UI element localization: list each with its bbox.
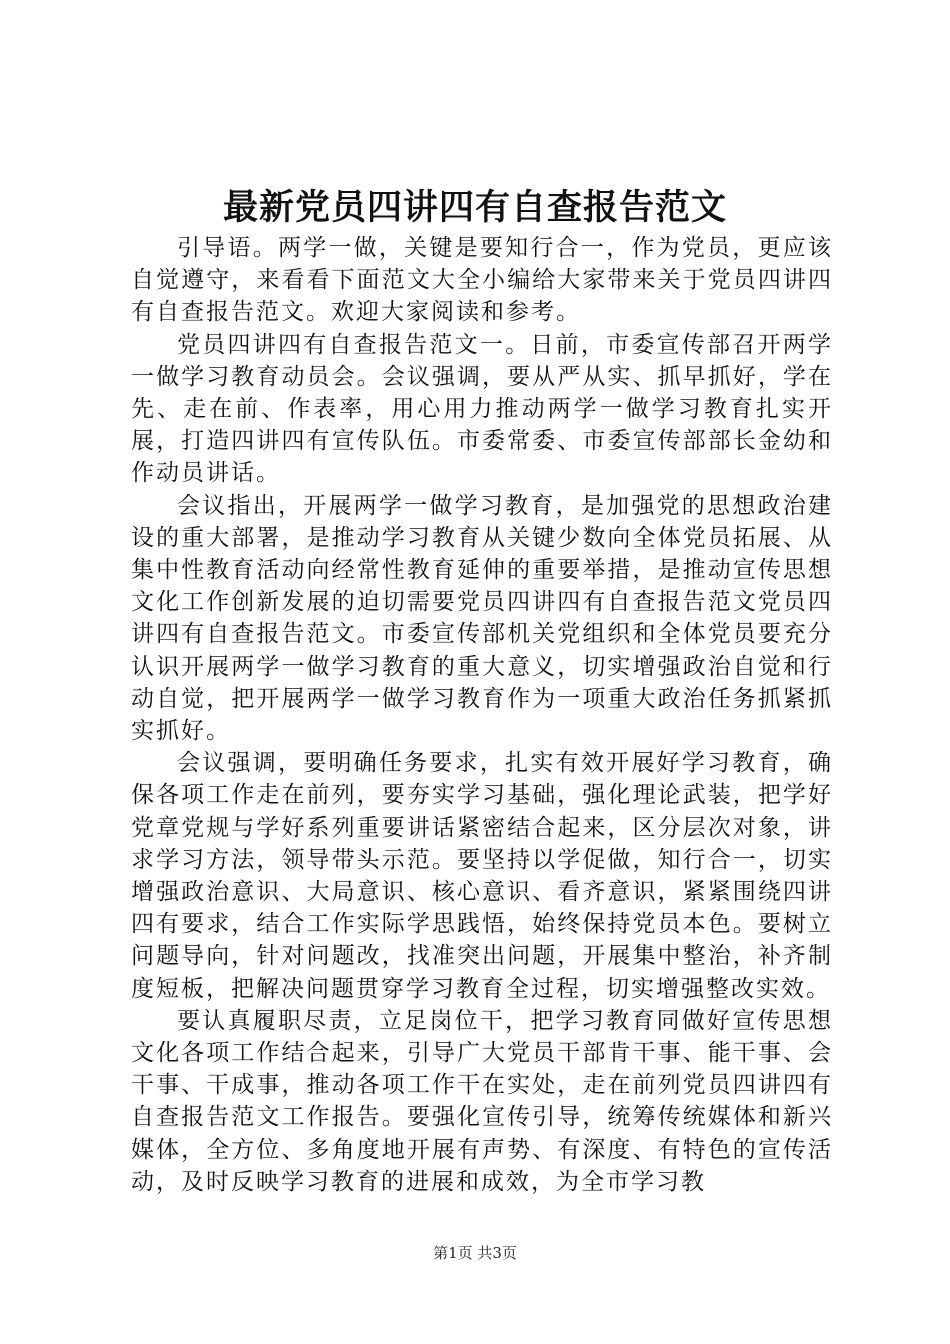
document-body	[131, 232, 833, 1198]
paragraph-2: 会议指出，开展两学一做学习教育，是加强党的思想政治建设的重大部署，是推动学习教育从关键少数向全体党员拓展、从集中性教育活动向经常性教育延伸的重要举措，是推动宣传思想文化工作创新发展的迫切需要党员四讲四有自查报告范文党员四讲四有自查报告范文。市委宣传部机关党组织和全体党员要充分认识开展两学一做学习教育的重大意义，切实增强政治自觉和行动自觉，把开展两学一做学习教育作为一项重大政治任务抓紧抓实抓好。	[131, 492, 833, 745]
paragraph-3: 会议强调，要明确任务要求，扎实有效开展好学习教育，确保各项工作走在前列，要夯实学习基础，强化理论武装，把学好党章党规与学好系列重要讲话紧密结合起来，区分层次对象，讲求学习方法，领导带头示范。要坚持以学促做，知行合一，切实增强政治意识、大局意识、核心意识、看齐意识，紧紧围绕四讲四有要求，结合工作实际学思践悟，始终保持党员本色。要树立问题导向，针对问题改，找准突出问题，开展集中整治，补齐制度短板，把解决问题贯穿学习教育全过程，切实增强整改实效。	[131, 750, 833, 1002]
paragraph-intro: 引导语。两学一做，关键是要知行合一，作为党员，更应该自觉遵守，来看看下面范文大全小编给大家带来关于党员四讲四有自查报告范文。欢迎大家阅读和参考。	[131, 235, 833, 326]
page-number-footer: 第1页 共3页	[433, 1244, 517, 1262]
paragraph-1: 党员四讲四有自查报告范文一。日前，市委宣传部召开两学一做学习教育动员会。会议强调，要从严从实、抓早抓好，学在先、走在前、作表率，用心用力推动两学一做学习教育扎实开展，打造四讲四有宣传队伍。市委常委、市委宣传部部长金幼和作动员讲话。	[131, 331, 833, 487]
document-title: 最新党员四讲四有自查报告范文	[222, 187, 727, 228]
paragraph-4: 要认真履职尽责，立足岗位干，把学习教育同做好宣传思想文化各项工作结合起来，引导广大党员干部肯干事、能干事、会干事、干成事，推动各项工作干在实处，走在前列党员四讲四有自查报告范文工作报告。要强化宣传引导，统筹传统媒体和新兴媒体，全方位、多角度地开展有声势、有深度、有特色的宣传活动，及时反映学习教育的进展和成效，为全市学习教	[131, 1007, 833, 1195]
